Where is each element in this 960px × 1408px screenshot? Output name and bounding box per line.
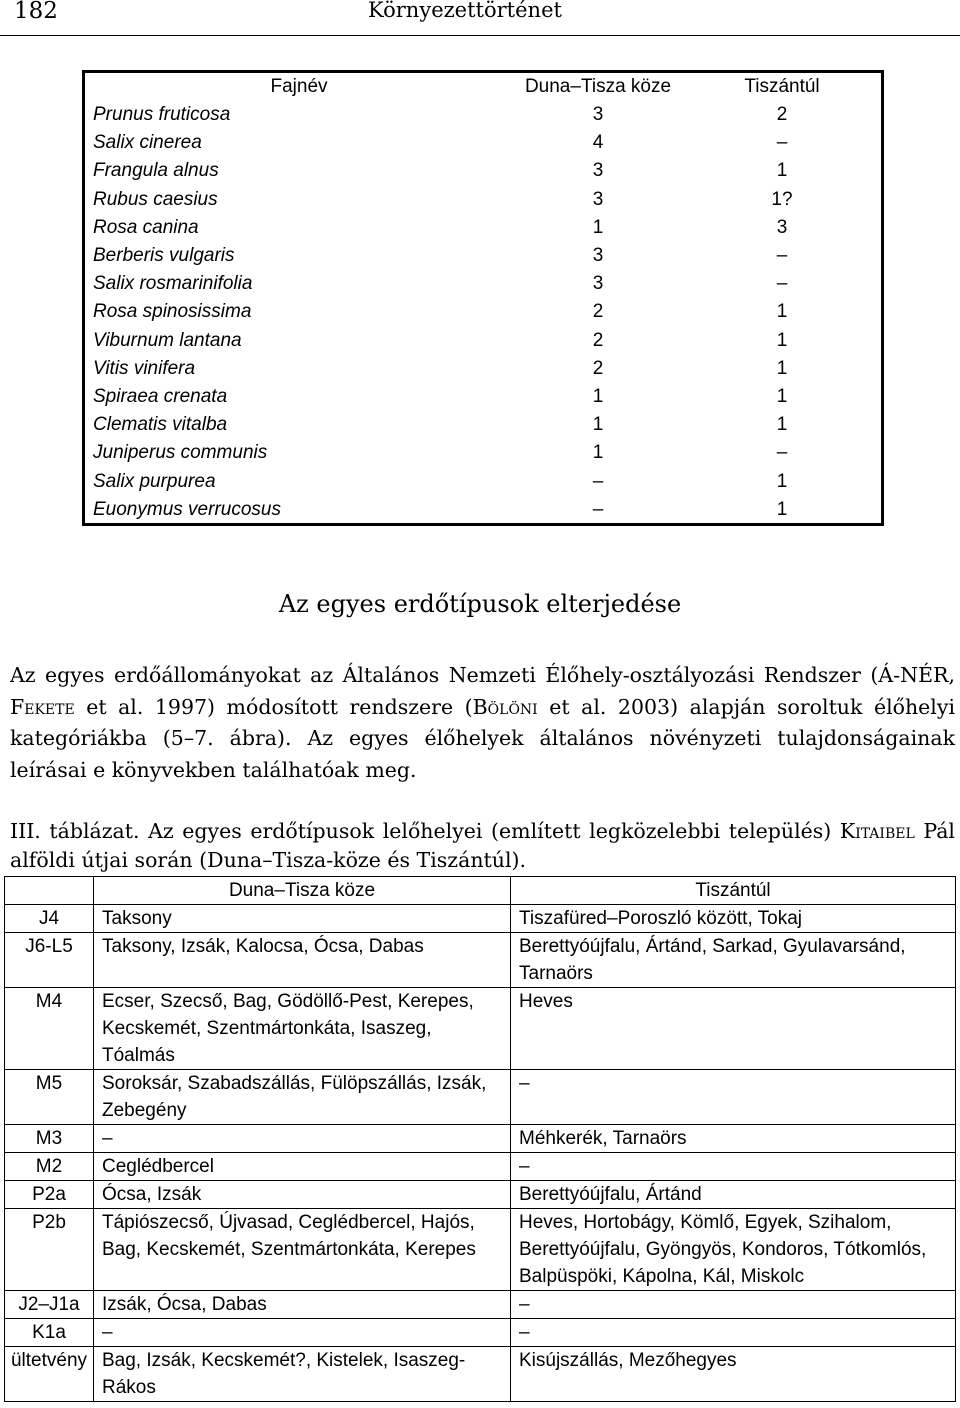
duna-tisza-locations: Soroksár, Szabadszállás, Fülöpszállás, Izsák, Zebegény (94, 1070, 511, 1125)
tiszantul-value: 1 (776, 385, 788, 407)
duna-tisza-locations: Ócsa, Izsák (94, 1181, 511, 1209)
location-row (5, 1181, 956, 1209)
section-heading: Az egyes erdőtípusok elterjedése (278, 590, 682, 618)
species-row (85, 129, 881, 157)
location-row (5, 988, 956, 1070)
species-name: Prunus fruticosa (93, 104, 231, 126)
duna-tisza-value: 4 (592, 132, 604, 154)
habitat-code: J4 (5, 905, 94, 933)
tiszantul-value: 1 (776, 470, 788, 492)
species-row (85, 439, 881, 467)
location-row (5, 1291, 956, 1319)
species-name: Vitis vinifera (93, 357, 196, 379)
duna-tisza-value: 3 (592, 160, 604, 182)
duna-tisza-locations: Ceglédbercel (94, 1153, 511, 1181)
location-table-header (5, 877, 956, 905)
intro-paragraph (10, 660, 955, 786)
species-table-header (85, 73, 881, 101)
column-header-duna-tisza: Duna–Tisza köze (94, 877, 511, 905)
column-header-tiszantul: Tiszántúl (744, 76, 820, 97)
habitat-code: P2b (5, 1209, 94, 1291)
column-header-duna-tisza: Duna–Tisza köze (524, 76, 672, 97)
species-row (85, 298, 881, 326)
species-row (85, 411, 881, 439)
duna-tisza-value: 1 (592, 385, 604, 407)
tiszantul-locations: Berettyóújfalu, Ártánd (511, 1181, 956, 1209)
species-table (82, 70, 884, 526)
duna-tisza-value: 3 (592, 245, 604, 267)
tiszantul-locations: Kisújszállás, Mezőhegyes (511, 1347, 956, 1402)
species-name: Juniperus communis (93, 442, 268, 464)
species-name: Spiraea crenata (93, 385, 228, 407)
habitat-code: M2 (5, 1153, 94, 1181)
duna-tisza-locations: Bag, Izsák, Kecskemét?, Kistelek, Isaszeg-Rákos (94, 1347, 511, 1402)
paragraph-text-1: Az egyes erdőállományokat az Általános Nemzeti Élőhely-osztályozási Rendszer (Á-NÉR, (10, 663, 955, 687)
species-name: Salix cinerea (93, 132, 202, 154)
tiszantul-value: 1 (776, 357, 788, 379)
duna-tisza-locations: Taksony, Izsák, Kalocsa, Ócsa, Dabas (94, 933, 511, 988)
column-header-code (5, 877, 94, 905)
species-row (85, 186, 881, 214)
species-name: Frangula alnus (93, 160, 219, 182)
species-row (85, 383, 881, 411)
species-name: Euonymus verrucosus (93, 498, 281, 520)
tiszantul-locations: – (511, 1153, 956, 1181)
habitat-code: P2a (5, 1181, 94, 1209)
species-name: Salix rosmarinifolia (93, 273, 253, 295)
tiszantul-locations: – (511, 1291, 956, 1319)
column-header-species: Fajnév (270, 76, 328, 97)
tiszantul-value: 2 (776, 104, 788, 126)
tiszantul-value: – (776, 442, 788, 464)
habitat-code: J6-L5 (5, 933, 94, 988)
tiszantul-locations: Heves, Hortobágy, Kömlő, Egyek, Szihalom, Berettyóújfalu, Gyöngyös, Kondoros, Tótkomlós, Balpüspöki, Kápolna, Kál, Miskolc (511, 1209, 956, 1291)
species-row (85, 242, 881, 270)
location-row (5, 933, 956, 988)
column-header-tiszantul: Tiszántúl (511, 877, 956, 905)
species-row (85, 355, 881, 383)
location-row (5, 905, 956, 933)
duna-tisza-locations: Ecser, Szecső, Bag, Gödöllő-Pest, Kerepes, Kecskemét, Szentmártonkáta, Isaszeg, Tóalmás (94, 988, 511, 1070)
duna-tisza-value: 2 (592, 301, 604, 323)
tiszantul-value: 3 (776, 216, 788, 238)
species-row (85, 327, 881, 355)
species-name: Viburnum lantana (93, 329, 242, 351)
tiszantul-value: 1 (776, 414, 788, 436)
tiszantul-locations: – (511, 1319, 956, 1347)
habitat-code: M4 (5, 988, 94, 1070)
duna-tisza-value: – (592, 470, 604, 492)
habitat-code: K1a (5, 1319, 94, 1347)
tiszantul-value: 1 (776, 160, 788, 182)
habitat-code: M5 (5, 1070, 94, 1125)
habitat-code: M3 (5, 1125, 94, 1153)
tiszantul-value: 1? (771, 188, 793, 210)
duna-tisza-locations: – (94, 1125, 511, 1153)
species-name: Rosa spinosissima (93, 301, 252, 323)
duna-tisza-value: 3 (592, 273, 604, 295)
tiszantul-value: 1 (776, 498, 788, 520)
duna-tisza-value: 3 (592, 104, 604, 126)
species-row (85, 270, 881, 298)
page-number: 182 (14, 0, 58, 24)
author-fekete: Fekete (10, 694, 75, 719)
location-table (4, 876, 956, 1402)
duna-tisza-value: – (592, 498, 604, 520)
location-row (5, 1153, 956, 1181)
duna-tisza-value: 1 (592, 442, 604, 464)
running-title: Környezettörténet (368, 0, 562, 22)
species-name: Rosa canina (93, 216, 199, 238)
tiszantul-locations: – (511, 1070, 956, 1125)
duna-tisza-value: 2 (592, 329, 604, 351)
duna-tisza-locations: Tápiószecső, Újvasad, Ceglédbercel, Hajós, Bag, Kecskemét, Szentmártonkáta, Kerepes (94, 1209, 511, 1291)
tiszantul-value: – (776, 245, 788, 267)
duna-tisza-value: 3 (592, 188, 604, 210)
species-name: Clematis vitalba (93, 414, 228, 436)
species-row (85, 101, 881, 129)
location-row (5, 1319, 956, 1347)
duna-tisza-value: 2 (592, 357, 604, 379)
caption-text-1: III. táblázat. Az egyes erdőtípusok lelőhelyei (említett legközelebbi település) (10, 819, 840, 843)
species-name: Rubus caesius (93, 188, 218, 210)
location-row (5, 1125, 956, 1153)
author-boloni: Bölöni (472, 694, 538, 719)
paragraph-text-3: et al. 2003) alapján soroltuk élőhelyi kategóriákba (5–7. ábra). Az egyes élőhelyek általános növényzeti tulajdonságainak leírásai e könyvekben találhatóak meg. (10, 694, 955, 782)
species-name: Berberis vulgaris (93, 245, 235, 267)
duna-tisza-locations: Taksony (94, 905, 511, 933)
caption-text-2: Pál alföldi útjai során (Duna–Tisza-köze és Tiszántúl). (10, 819, 955, 872)
duna-tisza-value: 1 (592, 414, 604, 436)
tiszantul-locations: Heves (511, 988, 956, 1070)
species-row (85, 214, 881, 242)
tiszantul-value: 1 (776, 301, 788, 323)
species-row (85, 157, 881, 185)
habitat-code: J2–J1a (5, 1291, 94, 1319)
tiszantul-value: – (776, 132, 788, 154)
species-row (85, 467, 881, 495)
location-row (5, 1347, 956, 1402)
table-caption (10, 817, 955, 874)
habitat-code: ültetvény (5, 1347, 94, 1402)
location-row (5, 1209, 956, 1291)
author-kitaibel: Kitaibel (839, 819, 915, 843)
species-row (85, 496, 881, 524)
species-name: Salix purpurea (93, 470, 216, 492)
tiszantul-value: 1 (776, 329, 788, 351)
duna-tisza-locations: Izsák, Ócsa, Dabas (94, 1291, 511, 1319)
location-row (5, 1070, 956, 1125)
paragraph-text-2: et al. 1997) módosított rendszere ( (74, 694, 473, 719)
tiszantul-locations: Berettyóújfalu, Ártánd, Sarkad, Gyulavarsánd, Tarnaörs (511, 933, 956, 988)
duna-tisza-locations: – (94, 1319, 511, 1347)
header-rule (0, 35, 960, 36)
tiszantul-value: – (776, 273, 788, 295)
duna-tisza-value: 1 (592, 216, 604, 238)
tiszantul-locations: Méhkerék, Tarnaörs (511, 1125, 956, 1153)
tiszantul-locations: Tiszafüred–Poroszló között, Tokaj (511, 905, 956, 933)
